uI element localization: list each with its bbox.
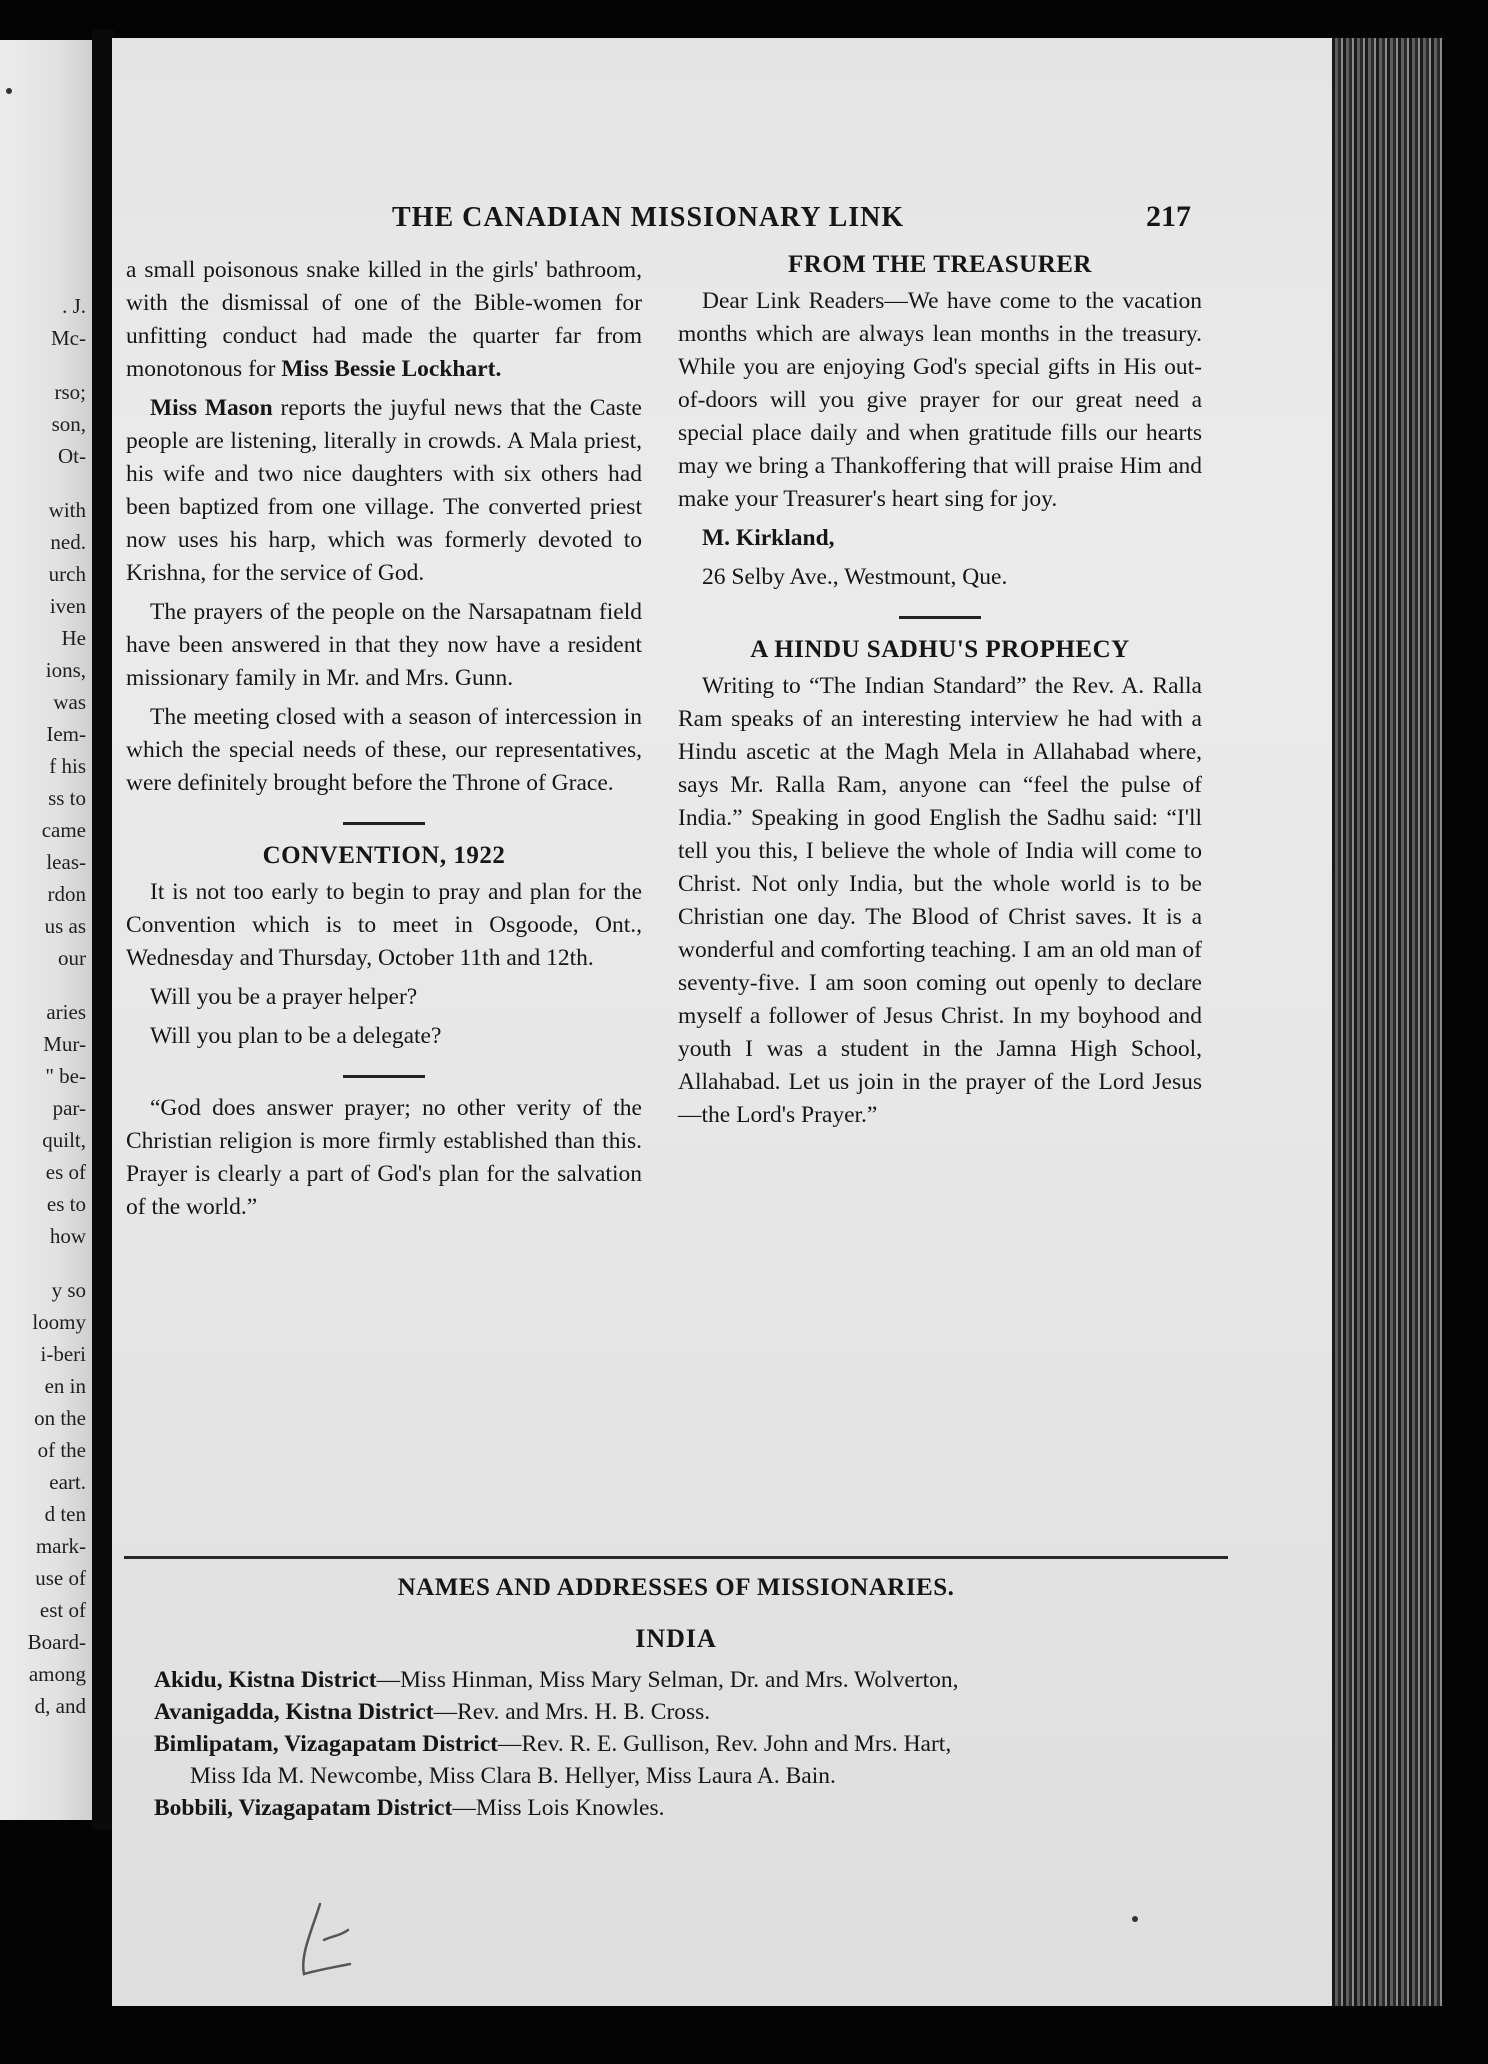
list-item [154,1792,1234,1824]
margin-fragment: ned. [50,530,86,554]
margin-fragment: quilt, [42,1128,86,1152]
margin-fragment: d ten [44,1502,86,1526]
convention-heading: CONVENTION, 1922 [262,842,506,869]
bold-name: Miss Bessie Lockhart. [281,356,502,382]
margin-fragment: leas- [46,850,86,874]
margin-fragment: came [41,818,86,842]
india-subheading: INDIA [635,1624,717,1653]
missionary-names: —Rev. and Mrs. H. B. Cross. [433,1699,711,1725]
margin-fragment: rdon [47,882,86,906]
margin-fragment: ss to [48,786,86,810]
pencil-mark-icon [290,1900,370,1980]
margin-fragment: est of [39,1598,86,1622]
margin-fragment: d, and [34,1694,86,1718]
paragraph: Dear Link Readers—We have come to the vacation months which are always lean months in the treasury. While you are enjoying God's special gifts in His out-of-doors will you give prayer for our great need a special place daily and when gratitude fills our hearts may we bring a Thankoffering that will praise Him and make your Treasurer's heart sing for joy. [678,288,1202,512]
place-name: Akidu, Kistna District [154,1667,377,1693]
margin-fragment: loomy [32,1310,86,1334]
full-width-divider [124,1556,1228,1559]
margin-fragment: es to [46,1192,86,1216]
margin-fragment: use of [35,1566,86,1590]
paragraph: The prayers of the people on the Narsapatnam field have been answered in that they now have a resident missionary family in Mr. and Mrs. Gunn. [126,599,642,691]
paragraph: Writing to “The Indian Standard” the Rev. A. Ralla Ram speaks of an interesting interview he had with a Hindu ascetic at the Magh Mela in Allahabad where, says Mr. Ralla Ram, anyone can “feel the pulse of India.” Speaking in good English the Sadhu said: “I'll tell you this, I believe the whole of India will come to Christ. Not only India, but the whole world is to be Christian one day. The Blood of Christ saves. It is a wonderful and comforting teaching. I am an old man of seventy-five. I am soon coming out openly to declare myself a follower of Jesus Christ. In my boyhood and youth I was a student in the Jamna High School, Allahabad. Let us join in the prayer of the Lord Jesus—the Lord's Prayer.” [678,673,1202,1128]
margin-fragment: es of [45,1160,86,1184]
paragraph [126,254,642,386]
sadhu-heading: A HINDU SADHU'S PROPHECY [750,636,1130,663]
margin-fragment: among [28,1662,86,1686]
margin-fragment: ions, [45,658,86,682]
section-divider [343,822,425,825]
address: 26 Selby Ave., Westmount, Que. [702,564,1008,590]
paragraph-text: reports the juyful news that the Caste people are listening, literally in crowds. A Mala priest, his wife and two nice daughters with six others had been baptized from one village. The converted priest now uses his harp, which was formerly devoted to Krishna, for the service of God. [126,395,642,586]
margin-fragment: par- [52,1096,86,1120]
question: Will you plan to be a delegate? [150,1023,442,1049]
section-divider [343,1075,425,1078]
quote: “God does answer prayer; no other verity of the Christian religion is more firmly established than this. Prayer is clearly a part of God's plan for the salvation of the world.” [126,1095,642,1220]
margin-fragment: Board- [27,1630,86,1654]
running-head: THE CANADIAN MISSIONARY LINK [392,202,905,233]
list-item [154,1728,1234,1792]
place-name: Bobbili, Vizagapatam District [154,1795,453,1821]
adjacent-page-fragment [0,40,92,1820]
list-item [154,1664,1234,1696]
margin-fragment: y so [51,1278,86,1302]
margin-fragment: i-beri [40,1342,86,1366]
left-column [126,254,642,1230]
margin-fragment: iven [49,594,86,618]
list-item [154,1696,1234,1728]
margin-fragment: Mc- [51,326,86,350]
right-column [678,248,1202,1138]
speck [1132,1916,1138,1922]
margin-fragment: He [61,626,86,650]
book-gutter [92,30,114,1830]
missionary-names: —Miss Hinman, Miss Mary Selman, Dr. and Mrs. Wolverton, [376,1667,959,1693]
signature: M. Kirkland, [702,525,835,551]
margin-fragment: eart. [49,1470,86,1494]
margin-fragment: Iem- [46,722,86,746]
missionary-names-continued: Miss Ida M. Newcombe, Miss Clara B. Hellyer, Miss Laura A. Bain. [190,1763,836,1789]
margin-fragment: Ot- [58,444,86,468]
missionary-list [154,1664,1234,1824]
margin-fragment: how [49,1224,86,1248]
margin-fragment: aries [46,1000,86,1024]
question: Will you be a prayer helper? [150,984,418,1010]
margin-fragment: on the [34,1406,86,1430]
margin-fragment: rso; [54,380,86,404]
margin-fragment: our [58,946,86,970]
missionaries-heading: NAMES AND ADDRESSES OF MISSIONARIES. [397,1574,955,1601]
margin-fragment: with [48,498,86,522]
margin-fragment: son, [51,412,86,436]
margin-fragment: urch [48,562,86,586]
margin-fragment: en in [44,1374,86,1398]
place-name: Avanigadda, Kistna District [154,1699,434,1725]
missionary-names: —Miss Lois Knowles. [452,1795,665,1821]
margin-fragment: mark- [35,1534,86,1558]
speck [6,88,12,94]
margin-fragment: of the [37,1438,86,1462]
page-edges [1332,38,1442,2006]
margin-fragment: " be- [45,1064,86,1088]
page-number: 217 [1146,200,1191,233]
treasurer-heading: FROM THE TREASURER [788,251,1092,278]
paragraph: It is not too early to begin to pray and plan for the Convention which is to meet in Osgoode, Ont., Wednesday and Thursday, October 11th and 12th. [126,879,642,971]
section-divider [899,616,981,619]
margin-fragment: us as [44,914,86,938]
margin-fragment: f his [49,754,86,778]
paragraph [126,392,642,590]
bold-name: Miss Mason [150,395,273,421]
margin-fragment: Mur- [43,1032,86,1056]
paragraph-text: a small poisonous snake killed in the girls' bathroom, with the dismissal of one of the Bible-women for unfitting conduct had made the quarter far from monotonous for [126,257,642,382]
scan-border-right [1442,30,1488,2064]
place-name: Bimlipatam, Vizagapatam District [154,1731,498,1757]
margin-fragment: . J. [62,294,86,318]
missionary-names: —Rev. R. E. Gullison, Rev. John and Mrs. Hart, [497,1731,952,1757]
margin-fragment: was [53,690,86,714]
paragraph: The meeting closed with a season of intercession in which the special needs of these, our representatives, were definitely brought before the Throne of Grace. [126,704,642,796]
